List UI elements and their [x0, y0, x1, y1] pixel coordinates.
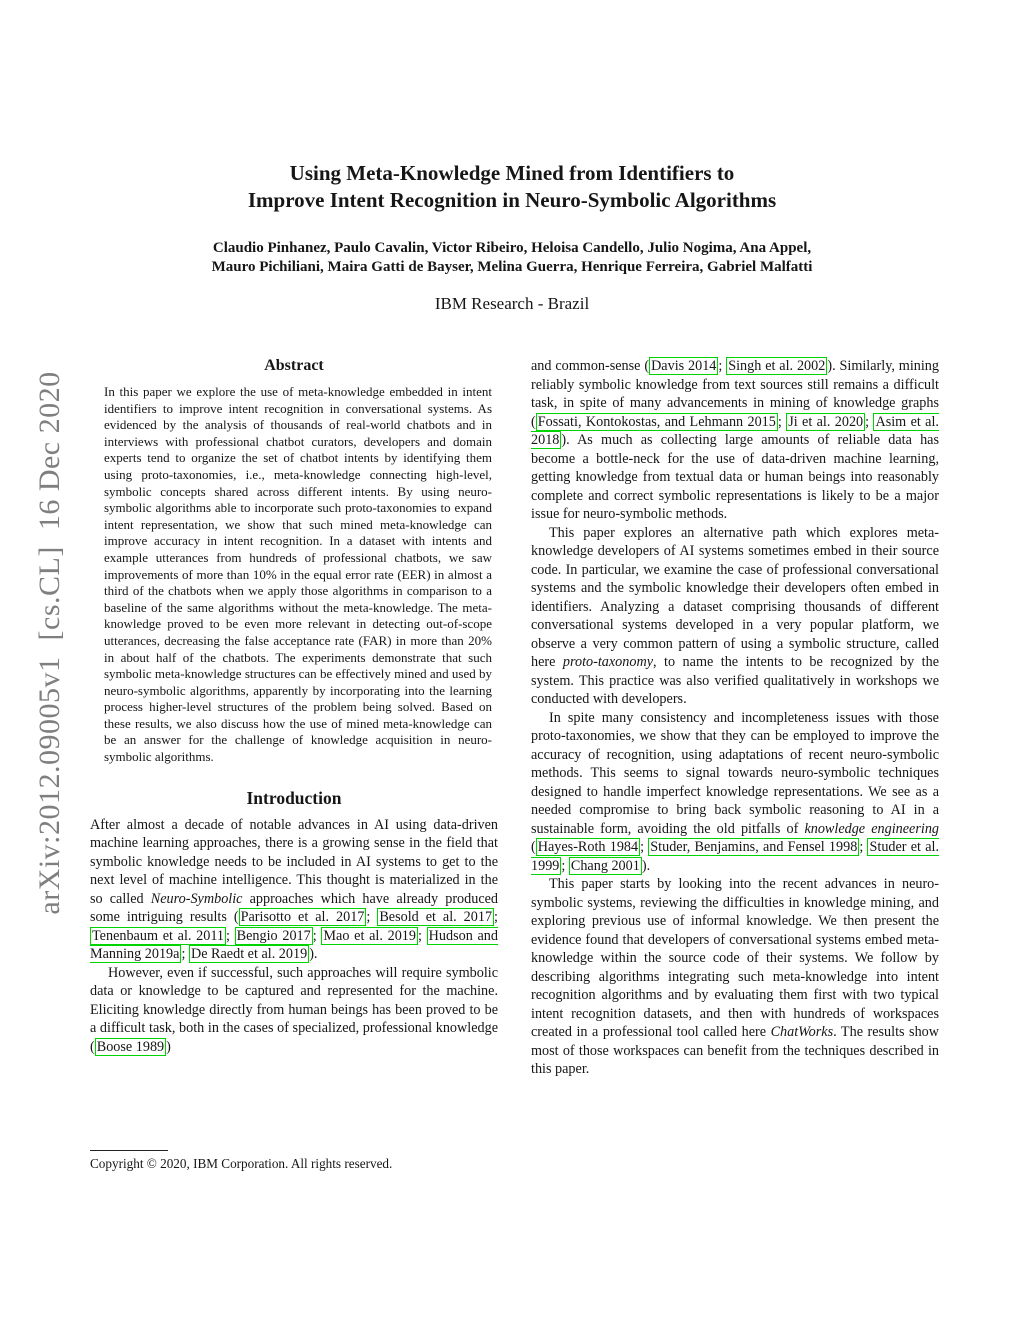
introduction-paragraph-1: [90, 816, 498, 964]
text-segment: ;: [777, 413, 787, 430]
citation-link[interactable]: Bengio 2017: [236, 927, 311, 944]
text-segment: ;: [718, 358, 727, 374]
footnote-rule: [90, 1150, 168, 1151]
text-segment: This paper starts by looking into the recent advances in neuro-symbolic systems, reviewing the difficulties in knowledge mining, and exploring previous use of informal knowledge. We then present the evidence found that developers of conversational systems embed meta-knowledge within the source code of their systems. We follow by describing algorithms integrating such meta-knowledge into intent recognition algorithms and by evaluating them first with two typical intent recognition datasets, and then with hundreds of workspaces created in a professional tool called here: [531, 876, 939, 1040]
right-column: [531, 357, 939, 1079]
citation-link[interactable]: Hayes-Roth 1984: [537, 839, 639, 855]
right-paragraph-2: [531, 524, 939, 709]
citation-link[interactable]: Boose 1989: [96, 1038, 165, 1055]
text-segment: and common-sense (: [531, 358, 650, 374]
emphasis-text: Neuro-Symbolic: [150, 890, 243, 907]
left-column: [90, 357, 498, 1056]
text-segment: . The results show most of those workspaces can benefit from the techniques described in this paper.: [531, 1024, 940, 1077]
text-segment: After almost a decade of notable advances in AI using data-driven machine learning approaches, there is a growing sense in the field that symbolic knowledge needs to be included in AI systems to get to the next level of machine intelligence. This thought is materialized in the so called: [90, 816, 498, 907]
right-paragraph-1: [531, 357, 939, 524]
introduction-paragraph-2: [90, 964, 498, 1057]
affiliation: IBM Research - Brazil: [434, 294, 590, 313]
abstract-text: In this paper we explore the use of meta-knowledge embedded in intent identifiers to improve intent recognition in conversational systems. As evidenced by the analysis of thousands of real-world chatbots and in interviews with professional chatbot curators, developers and domain experts tend to organize the set of chatbot intents by identifying them using proto-taxonomies, i.e., meta-knowledge connecting high-level, symbolic concepts shared across different intents. By using neuro-symbolic algorithms able to incorporate such proto-taxonomies to expand intent representation, we show that such mined meta-knowledge can improve accuracy in intent recognition. In a dataset with intents and example utterances from hundreds of professional chatbots, we saw improvements of more than 10% in the equal error rate (EER) in almost a third of the chatbots when we apply those algorithms in comparison to a baseline of the same algorithms without the meta-knowledge. The meta-knowledge proved to be even more relevant in detecting out-of-scope utterances, decreasing the false acceptance rate (FAR) in more than 20% in about half of the chatbots. The experiments demonstrate that such symbolic meta-knowledge structures can be effectively mined and used by neuro-symbolic algorithms, apparently by incorporating into the learning process higher-level structures of the problem being solved. Based on these results, we also discuss how the use of mined meta-knowledge can be an answer for the challenge of knowledge acquisition in neuro-symbolic algorithms.: [104, 384, 492, 765]
text-segment: ;: [312, 927, 322, 944]
citation-link[interactable]: De Raedt et al. 2019: [190, 946, 308, 963]
citation-link[interactable]: Studer et al. 1999: [531, 839, 939, 874]
citation-link[interactable]: Fossati, Kontokostas, and Lehmann 2015: [537, 413, 776, 430]
text-segment: ;: [859, 839, 868, 855]
text-segment: ;: [561, 857, 569, 874]
citation-link[interactable]: Tenenbaum et al. 2011: [92, 927, 224, 944]
text-segment: This paper explores an alternative path which explores meta-knowledge developers of AI systems sometimes embed in their source code. In particular, we examine the case of professional conversational systems and the symbolic knowledge their developers often embed in identifiers. Analyzing a dataset comprising thousands of different conversational systems developed in a very popular platform, we observe a very common pattern of using a symbolic structure, called here: [531, 524, 939, 670]
text-segment: ): [166, 1038, 171, 1055]
introduction-heading: Introduction: [246, 787, 342, 808]
text-segment: ;: [226, 927, 235, 944]
text-segment: (: [531, 839, 536, 855]
paper-title-line-2: Improve Intent Recognition in Neuro-Symbolic Algorithms: [247, 188, 777, 212]
paper-header: [0, 160, 1024, 314]
citation-link[interactable]: Ji et al. 2020: [788, 413, 864, 430]
text-segment: However, even if successful, such approaches will require symbolic data or knowledge to be captured and represented for the machine. Eliciting knowledge directly from human beings has been proved to be a difficult task, both in the cases of specialized, professional knowledge (: [90, 964, 498, 1055]
text-segment: , to name the intents to be recognized by the system. This practice was also verified qualitatively in workshops we conducted with developers.: [531, 654, 939, 707]
arxiv-watermark: arXiv:2012.09005v1 [cs.CL] 16 Dec 2020: [33, 371, 66, 915]
text-segment: ;: [417, 927, 427, 944]
text-segment: ;: [366, 909, 378, 926]
emphasis-text: ChatWorks: [770, 1024, 834, 1040]
text-segment: ).: [641, 857, 651, 874]
citation-link[interactable]: Mao et al. 2019: [323, 927, 416, 944]
abstract-heading: Abstract: [264, 357, 324, 374]
citation-link[interactable]: Asim et al. 2018: [531, 413, 939, 448]
emphasis-text: knowledge engineering: [804, 820, 940, 837]
copyright-text: Copyright © 2020, IBM Corporation. All rights reserved.: [90, 1156, 393, 1171]
citation-link[interactable]: Davis 2014: [651, 358, 717, 374]
text-segment: ).: [309, 946, 318, 963]
text-segment: ;: [494, 909, 498, 926]
citation-link[interactable]: Parisotto et al. 2017: [240, 909, 365, 926]
text-segment: In spite many consistency and incompleteness issues with those proto-taxonomies, we show that they can be employed to improve the accuracy of recognition, using adaptations of recent neuro-symbolic methods. This seems to signal towards neuro-symbolic techniques designed to handle imperfect knowledge representations. We see as a needed compromise to bring back symbolic reasoning to AI in a sustainable form, avoiding the old pitfalls of: [531, 709, 939, 837]
text-segment: ;: [865, 413, 874, 430]
right-paragraph-4: [531, 875, 939, 1079]
citation-link[interactable]: Chang 2001: [570, 857, 640, 874]
authors-line-1: Claudio Pinhanez, Paulo Cavalin, Victor Ribeiro, Heloisa Candello, Julio Nogima, Ana Appel,: [212, 240, 812, 256]
text-segment: ;: [181, 946, 189, 963]
author-list: [0, 239, 1024, 277]
right-paragraph-3: [531, 709, 939, 876]
citation-link[interactable]: Studer, Benjamins, and Fensel 1998: [650, 839, 858, 855]
emphasis-text: proto-taxonomy: [562, 654, 654, 670]
text-segment: ;: [640, 839, 649, 855]
citation-link[interactable]: Hudson and Manning 2019a: [90, 927, 498, 963]
citation-link[interactable]: Besold et al. 2017: [379, 909, 493, 926]
paper-title-line-1: Using Meta-Knowledge Mined from Identifiers to: [289, 161, 735, 185]
text-segment: ). As much as collecting large amounts of reliable data has become a bottle-neck for the use of data-driven machine learning, getting knowledge from textual data or human beings into reasonably complete and correct symbolic representations is likely to be a major issue for neuro-symbolic methods.: [531, 432, 939, 522]
citation-link[interactable]: Singh et al. 2002: [728, 358, 826, 374]
copyright-footnote: [90, 1150, 498, 1172]
text-segment: approaches which have already produced some intriguing results (: [90, 890, 499, 926]
text-segment: ). Similarly, mining reliably symbolic knowledge from text sources still remains a difficult task, in spite of many advancements in mining of knowledge graphs (: [531, 358, 939, 430]
authors-line-2: Mauro Pichiliani, Maira Gatti de Bayser, Melina Guerra, Henrique Ferreira, Gabriel Malfatti: [211, 259, 813, 275]
